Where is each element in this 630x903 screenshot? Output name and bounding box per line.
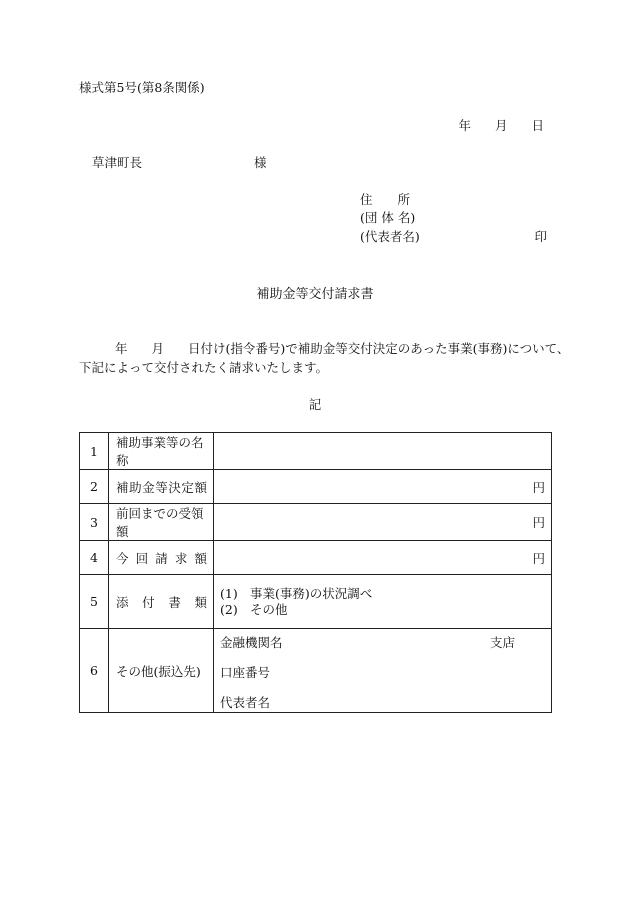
project-name-field[interactable]: [214, 433, 552, 470]
decided-amount-field[interactable]: [214, 470, 552, 504]
applicant-org-label: (団 体 名): [360, 210, 416, 225]
body-line-1: [115, 343, 569, 356]
row-number: 2: [80, 470, 109, 504]
row-label: 今回請求額: [109, 541, 214, 575]
table-row: [80, 575, 552, 629]
row-number: 4: [80, 541, 109, 575]
row-label: 添付書類: [109, 575, 214, 629]
bank-name-label: 金融機関名: [220, 635, 283, 650]
yen-unit: 円: [532, 550, 545, 566]
branch-label: 支店: [490, 635, 516, 650]
attachment-item: [214, 586, 551, 602]
attachment-text: その他: [250, 601, 288, 617]
date-month: 月: [494, 118, 508, 133]
ki-heading: 記: [308, 397, 322, 412]
body-month: 月: [151, 341, 165, 356]
applicant-rep-label: (代表者名): [360, 229, 420, 244]
body-year: 年: [115, 341, 128, 356]
row-number: 6: [80, 629, 109, 713]
attachment-number: (1): [220, 585, 238, 601]
row-label: 補助金等決定額: [109, 470, 214, 504]
row-label: 前回までの受領額: [109, 504, 214, 541]
yen-unit: 円: [532, 515, 545, 530]
request-amount-field[interactable]: [214, 541, 552, 575]
seal-mark: 印: [534, 229, 547, 244]
received-amount-field[interactable]: [214, 504, 552, 541]
applicant-address-label: 住 所: [360, 192, 411, 207]
form-number: 様式第5号(第8条関係): [79, 80, 205, 95]
body-line-2: 下記によって交付されたく請求いたします。: [79, 360, 329, 375]
attachments-cell: [214, 575, 552, 629]
account-holder-label: 代表者名: [220, 695, 271, 710]
table-row: [80, 629, 552, 713]
date-day: 日: [531, 118, 544, 133]
date-line: [458, 120, 544, 133]
table-row: [80, 504, 552, 541]
row-number: 5: [80, 575, 109, 629]
row-label: 補助事業等の名称: [109, 433, 214, 470]
body-text: 日付け(指令番号)で補助金等交付決定のあった事業(事務)について、: [188, 341, 570, 356]
addressee-name: 草津町長: [92, 155, 143, 170]
table-row: [80, 541, 552, 575]
account-number-label: 口座番号: [220, 665, 271, 680]
row-number: 1: [80, 433, 109, 470]
date-year: 年: [458, 118, 471, 133]
table-row: [80, 470, 552, 504]
attachment-item: [214, 602, 551, 618]
addressee-honorific: 様: [254, 155, 267, 170]
document-title: 補助金等交付請求書: [256, 287, 374, 302]
row-number: 3: [80, 504, 109, 541]
row-label: その他(振込先): [109, 629, 214, 713]
transfer-info-cell[interactable]: [214, 629, 552, 713]
table-row: [80, 433, 552, 470]
attachment-number: (2): [220, 601, 238, 617]
yen-unit: 円: [532, 479, 545, 495]
request-table: [79, 432, 552, 713]
attachment-text: 事業(事務)の状況調べ: [250, 585, 373, 601]
